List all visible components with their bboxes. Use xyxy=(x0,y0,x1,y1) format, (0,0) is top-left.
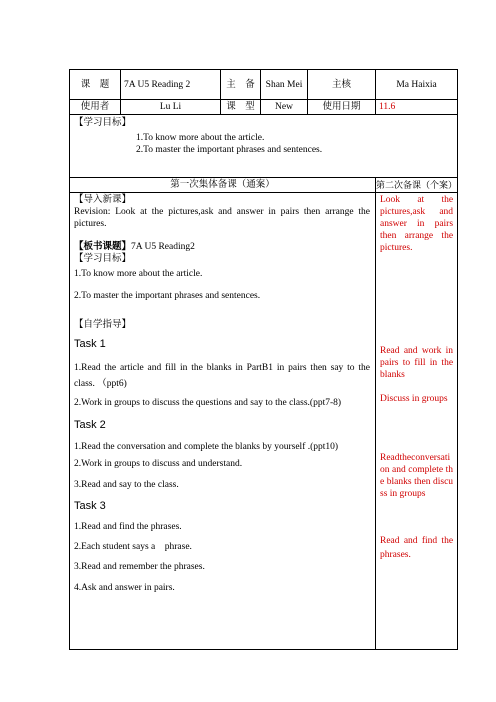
intro-title: 【导入新课】 xyxy=(74,195,132,205)
review-value: Ma Haixia xyxy=(376,70,458,100)
task-1-item-2: 2.Work in groups to discuss the questions and say to the class.(ppt7-8) xyxy=(74,398,342,408)
left-objective-1: 1.To know more about the article. xyxy=(74,269,203,279)
task-2-item-1: 1.Read the conversation and complete the blanks by yourself .(ppt10) xyxy=(74,442,339,452)
prep-value: Shan Mei xyxy=(261,70,308,100)
note-task1-groups: Discuss in groups xyxy=(380,394,448,404)
lesson-label: 课 题 xyxy=(70,70,121,100)
lesson-plan-table xyxy=(69,69,458,650)
content-row xyxy=(70,193,458,650)
note-task3: Read and find the phrases. xyxy=(380,536,454,560)
board-title-value: 7A U5 Reading2 xyxy=(131,242,195,252)
objectives-title: 【学习目标】 xyxy=(74,118,132,128)
task-3-item-4: 4.Ask and answer in pairs. xyxy=(74,583,175,593)
task-2-item-2: 2.Work in groups to discuss and understand. xyxy=(74,459,243,469)
task-2-item-3: 3.Read and say to the class. xyxy=(74,480,179,490)
task-3-item-1: 1.Read and find the phrases. xyxy=(74,522,182,532)
task-3-label: Task 3 xyxy=(74,500,106,512)
date-label: 使用日期 xyxy=(308,100,376,115)
board-title-prefix: 【板书课题】 xyxy=(74,242,132,252)
user-value: Lu Li xyxy=(121,100,221,115)
note-revision: Look at the pictures,ask and answer in pairs then arrange the pictures. xyxy=(380,195,454,253)
note-task2: Readtheconversation and complete the blanks then discuss in groups xyxy=(380,453,454,499)
user-label: 使用者 xyxy=(70,100,121,115)
first-prep-content xyxy=(70,193,376,650)
first-prep-header: 第一次集体备课（通案） xyxy=(70,178,376,193)
task-3-item-2: 2.Each student says a phrase. xyxy=(74,542,192,552)
date-value: 11.6 xyxy=(376,100,458,115)
lesson-value: 7A U5 Reading 2 xyxy=(121,70,221,100)
note-task1-pairs: Read and work in pairs to fill in the blanks xyxy=(380,346,454,380)
objectives-row xyxy=(70,115,458,178)
task-1-label: Task 1 xyxy=(74,338,106,350)
second-prep-content xyxy=(376,193,458,650)
objectives-item-2: 2.To master the important phrases and sentences. xyxy=(136,145,323,155)
header-row-1 xyxy=(70,70,458,100)
header-row-2 xyxy=(70,100,458,115)
review-label: 主核 xyxy=(308,70,376,100)
self-study-title: 【自学指导】 xyxy=(74,320,132,330)
left-objective-2: 2.To master the important phrases and sentences. xyxy=(74,291,261,301)
task-1-item-1: 1.Read the article and fill in the blanks in PartB1 in pairs then say to the class. （ppt6) xyxy=(74,363,370,389)
type-value: New xyxy=(261,100,308,115)
type-label: 课 型 xyxy=(221,100,261,115)
column-header-row xyxy=(70,178,458,193)
revision-text: Revision: Look at the pictures,ask and answer in pairs then arrange the pictures. xyxy=(74,207,370,229)
objectives-cell xyxy=(70,115,458,178)
left-objectives-title: 【学习目标】 xyxy=(74,254,132,264)
second-prep-header: 第二次备课（个案） xyxy=(376,178,458,193)
task-2-label: Task 2 xyxy=(74,419,106,431)
prep-label: 主 备 xyxy=(221,70,261,100)
objectives-item-1: 1.To know more about the article. xyxy=(136,133,265,143)
board-title xyxy=(74,241,370,253)
task-3-item-3: 3.Read and remember the phrases. xyxy=(74,562,205,572)
